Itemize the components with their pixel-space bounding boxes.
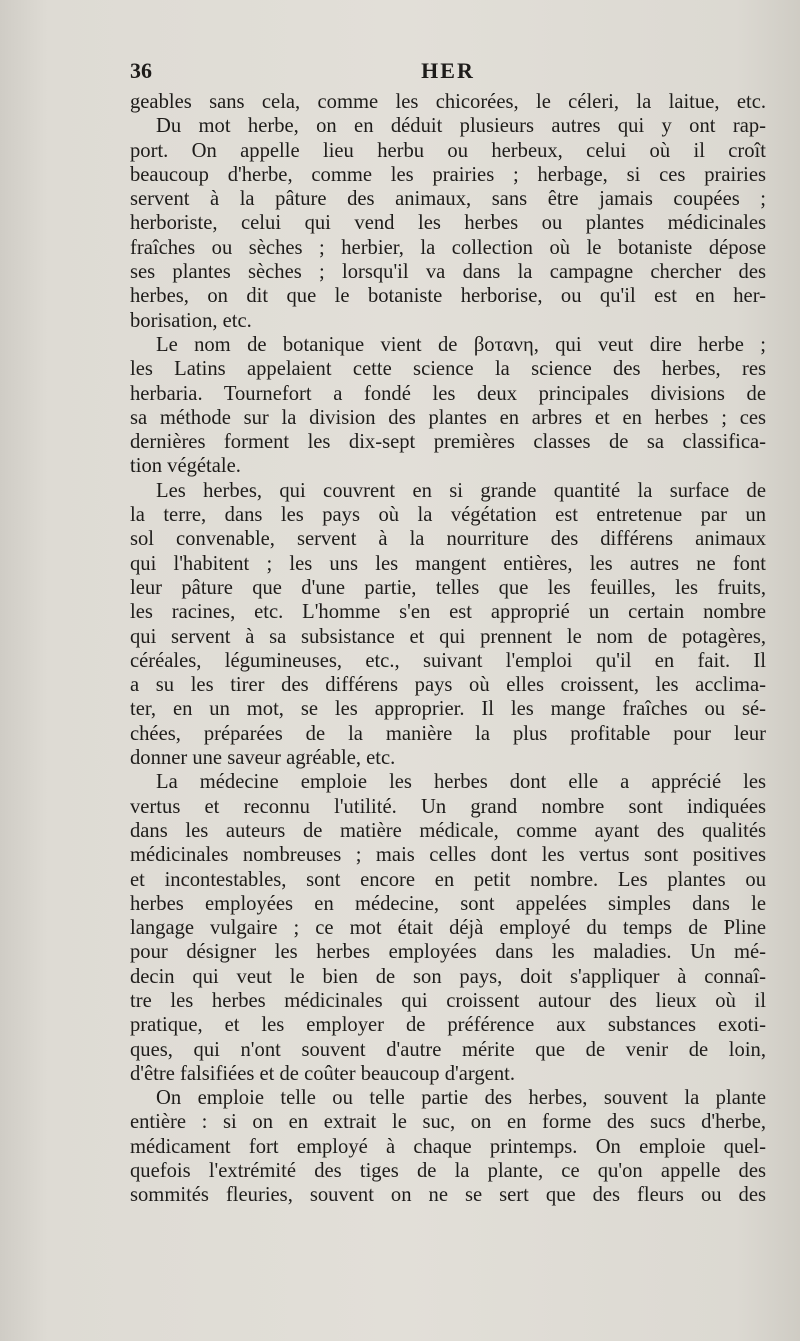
text-line: quefois l'extrémité des tiges de la plante, ce qu'on appelle des	[130, 1160, 766, 1183]
text-line: sommités fleuries, souvent on ne se sert que des fleurs ou des	[130, 1184, 766, 1207]
text-line: donner une saveur agréable, etc.	[130, 747, 396, 770]
text-line: qui l'habitent ; les uns les mangent entières, les autres ne font	[130, 552, 766, 575]
text-line: ses plantes sèches ; lorsqu'il va dans la campagne chercher des	[130, 261, 766, 284]
page-number: 36	[130, 58, 152, 83]
body-text	[130, 90, 766, 1208]
text-line: Le nom de botanique vient de βοτανη, qui veut dire herbe ;	[156, 333, 766, 356]
text-line: servent à la pâture des animaux, sans être jamais coupées ;	[130, 188, 766, 211]
text-line: herbaria. Tournefort a fondé les deux principales divisions de	[130, 382, 766, 405]
text-line: tion végétale.	[130, 455, 241, 478]
text-line: entière : si on en extrait le suc, on en forme des sucs d'herbe,	[130, 1111, 766, 1134]
text-line: les racines, etc. L'homme s'en est approprié un certain nombre	[130, 601, 766, 624]
text-line: médicinales nombreuses ; mais celles dont les vertus sont positives	[130, 844, 766, 867]
text-line: fraîches ou sèches ; herbier, la collection où le botaniste dépose	[130, 236, 766, 259]
text-line: chées, préparées de la manière la plus profitable pour leur	[130, 722, 766, 745]
text-line: d'être falsifiées et de coûter beaucoup d'argent.	[130, 1062, 515, 1085]
text-line: ter, en un mot, se les approprier. Il les mange fraîches ou sé-	[130, 698, 766, 721]
text-line: sa méthode sur la division des plantes en arbres et en herbes ; ces	[130, 406, 766, 429]
text-line: la terre, dans les pays où la végétation est entretenue par un	[130, 504, 766, 527]
text-line: sol convenable, servent à la nourriture des différens animaux	[130, 528, 766, 551]
text-line: geables sans cela, comme les chicorées, le céleri, la laitue, etc.	[130, 91, 766, 113]
text-line: Les herbes, qui couvrent en si grande quantité la surface de	[156, 479, 766, 502]
text-line: herbes, on dit que le botaniste herborise, ou qu'il est en her-	[130, 285, 766, 308]
text-line: les Latins appelaient cette science la science des herbes, res	[130, 358, 766, 381]
text-line: On emploie telle ou telle partie des herbes, souvent la plante	[156, 1087, 766, 1110]
text-line: borisation, etc.	[130, 309, 252, 332]
text-line: céréales, légumineuses, etc., suivant l'emploi qu'il en fait. Il	[130, 649, 766, 672]
text-line: decin qui veut le bien de son pays, doit s'appliquer à connaî-	[130, 965, 766, 988]
text-line: dernières forment les dix-sept premières classes de sa classifica-	[130, 431, 766, 454]
text-line: a su les tirer des différens pays où elles croissent, les acclima-	[130, 674, 766, 697]
text-line: beaucoup d'herbe, comme les prairies ; herbage, si ces prairies	[130, 163, 766, 186]
text-line: Du mot herbe, on en déduit plusieurs autres qui y ont rap-	[156, 115, 766, 138]
text-line: port. On appelle lieu herbu ou herbeux, celui où il croît	[130, 139, 766, 162]
page-header	[130, 58, 766, 88]
text-line: dans les auteurs de matière médicale, comme ayant des qualités	[130, 819, 766, 842]
text-line: herbes employées en médecine, sont appelées simples dans le	[130, 892, 766, 915]
text-line: herboriste, celui qui vend les herbes ou plantes médicinales	[130, 212, 766, 235]
text-line: La médecine emploie les herbes dont elle a apprécié les	[156, 771, 766, 794]
text-line: leur pâture que d'une partie, telles que les feuilles, les fruits,	[130, 576, 766, 599]
text-line: vertus et reconnu l'utilité. Un grand nombre sont indiquées	[130, 795, 766, 818]
text-line: tre les herbes médicinales qui croissent autour des lieux où il	[130, 989, 766, 1012]
text-line: pour désigner les herbes employées dans les maladies. Un mé-	[130, 941, 766, 964]
text-line: qui servent à sa subsistance et qui prennent le nom de potagères,	[130, 625, 766, 648]
running-head: HER	[421, 58, 475, 83]
text-line: médicament fort employé à chaque printemps. On emploie quel-	[130, 1135, 766, 1158]
text-line: et incontestables, sont encore en petit nombre. Les plantes ou	[130, 868, 766, 891]
text-line: langage vulgaire ; ce mot était déjà employé du temps de Pline	[130, 917, 766, 940]
text-line: ques, qui n'ont souvent d'autre mérite que de venir de loin,	[130, 1038, 766, 1061]
text-line: pratique, et les employer de préférence aux substances exoti-	[130, 1014, 766, 1037]
